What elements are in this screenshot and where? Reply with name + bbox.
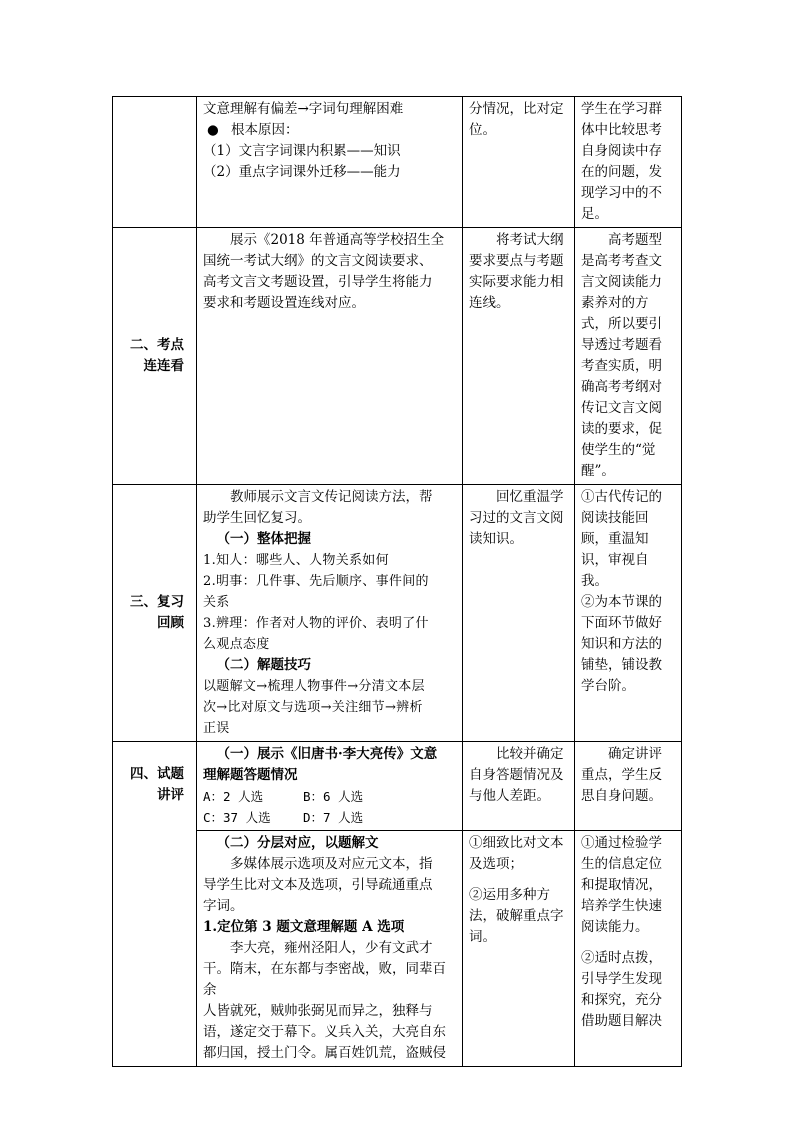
student-activity-cell: 回忆重温学 习过的文言文阅 读知识。 bbox=[463, 485, 575, 742]
passage-line: 人皆就死，贼帅张弼见而异之，独释与 bbox=[203, 1003, 433, 1019]
design-intent-cell: 学生在学习群 体中比较思考 自身阅读中存 在的问题，发 现学习中的不 足。 bbox=[575, 97, 682, 228]
section-heading: （二）分层对应，以题解文 bbox=[216, 835, 379, 851]
content-cell bbox=[197, 97, 463, 228]
section-heading: （一）整体把握 bbox=[216, 531, 311, 547]
stage-title: 二、考点 bbox=[130, 337, 184, 353]
student-activity-cell: 比较并确定 自身答题情况及 与他人差距。 bbox=[463, 742, 575, 831]
design-intent-cell: ①古代传记的 阅读技能回 顾，重温知 识，审视自 我。 ②为本节课的 下面环节做好 知识和方法的 铺垫，铺设教 学台阶。 bbox=[575, 485, 682, 742]
design-intent-cell: ①通过检验学 生的信息定位 和提取情况， 培养学生快速 阅读能力。 ②适时点拨， 引导学生发现 和探究，充分 借助题目解决 bbox=[575, 831, 682, 1067]
table-row bbox=[113, 97, 682, 228]
student-activity-cell: ①细致比对文本 及选项； ②运用多种方 法，破解重点字 词。 bbox=[463, 831, 575, 1067]
vote-line: A：2 人选 B：6 人选 bbox=[203, 789, 364, 804]
table-row bbox=[113, 228, 682, 485]
student-activity-cell: 分情况，比对定 位。 bbox=[463, 97, 575, 228]
passage-line: 语，遂定交于幕下。义兵入关，大亮自东 bbox=[203, 1024, 446, 1040]
content-cell: （二）分层对应，以题解文 多媒体展示选项及对应元文本，指 导学生比对文本及选项，引导疏通重点 字词。 1.定位第 3 题文意理解题 A 选项 李大亮，雍州泾阳人，少有文武才 干。隋末，在东都与李密战，败，同辈百余 人皆就死，贼帅张弼见而异之，独释与 语，遂定交于幕下。义兵入关，大亮自东 都归国，授土门令。属百姓饥荒，盗贼侵 bbox=[197, 831, 463, 1067]
content-line: （1）文言字词课内积累——知识 bbox=[203, 143, 401, 159]
content-cell bbox=[197, 742, 463, 831]
design-intent-cell: 确定讲评 重点，学生反 思自身问题。 bbox=[575, 742, 682, 831]
section-heading: （二）解题技巧 bbox=[216, 657, 311, 673]
table-row bbox=[113, 485, 682, 742]
content-line: ● 根本原因： bbox=[203, 120, 457, 141]
stage-title: 讲评 bbox=[157, 787, 184, 803]
stage-cell-empty bbox=[113, 97, 197, 228]
content-cell: 展示《2018 年普通高等学校招生全 国统一考试大纲》的文言文阅读要求、 高考文言文考题设置，引导学生将能力 要求和考题设置连线对应。 bbox=[197, 228, 463, 485]
content-line: （2）重点字词课外迁移——能力 bbox=[203, 164, 401, 180]
table-row bbox=[113, 831, 682, 1067]
stage-title: 四、试题 bbox=[130, 766, 184, 782]
stage-cell bbox=[113, 228, 197, 485]
vote-line: C：37 人选 D：7 人选 bbox=[203, 810, 364, 825]
bullet-icon: ● bbox=[207, 122, 219, 138]
passage-line: 都归国，授土门令。属百姓饥荒，盗贼侵 bbox=[203, 1045, 446, 1061]
content-cell: 教师展示文言文传记阅读方法，帮 助学生回忆复习。 （一）整体把握 1.知人：哪些人、人物关系如何 2.明事：几件事、先后顺序、事件间的 关系 3.辨理：作者对人物的评价、表明了什 么观点态度 （二）解题技巧 以题解文→梳理人物事件→分清文本层 次→比对原文与选项→关注细节→辨析 正误 bbox=[197, 485, 463, 742]
lesson-plan-table bbox=[112, 96, 682, 1067]
stage-title: 连连看 bbox=[143, 358, 184, 374]
passage-line: 李大亮，雍州泾阳人，少有文武才 bbox=[230, 940, 433, 956]
stage-title: 回顾 bbox=[157, 615, 184, 631]
section-heading: （一）展示《旧唐书·李大亮传》文意 bbox=[216, 746, 438, 762]
section-heading: 理解题答题情况 bbox=[203, 767, 298, 783]
stage-cell bbox=[113, 485, 197, 742]
design-intent-cell: 高考题型 是高考考查文 言文阅读能力 素养对的方 式，所以要引 导透过考题看 考查实质，明 确高考考纲对 传记文言文阅 读的要求，促 使学生的“觉 醒”。 bbox=[575, 228, 682, 485]
table-row bbox=[113, 742, 682, 831]
student-activity-cell: 将考试大纲 要求要点与考题 实际要求能力相 连线。 bbox=[463, 228, 575, 485]
section-heading: 1.定位第 3 题文意理解题 A 选项 bbox=[203, 919, 405, 935]
stage-title: 三、复习 bbox=[130, 594, 184, 610]
passage-line: 干。隋末，在东都与李密战，败，同辈百余 bbox=[203, 961, 446, 998]
content-line: 文意理解有偏差→字词句理解困难 bbox=[203, 101, 404, 117]
stage-cell bbox=[113, 742, 197, 1067]
